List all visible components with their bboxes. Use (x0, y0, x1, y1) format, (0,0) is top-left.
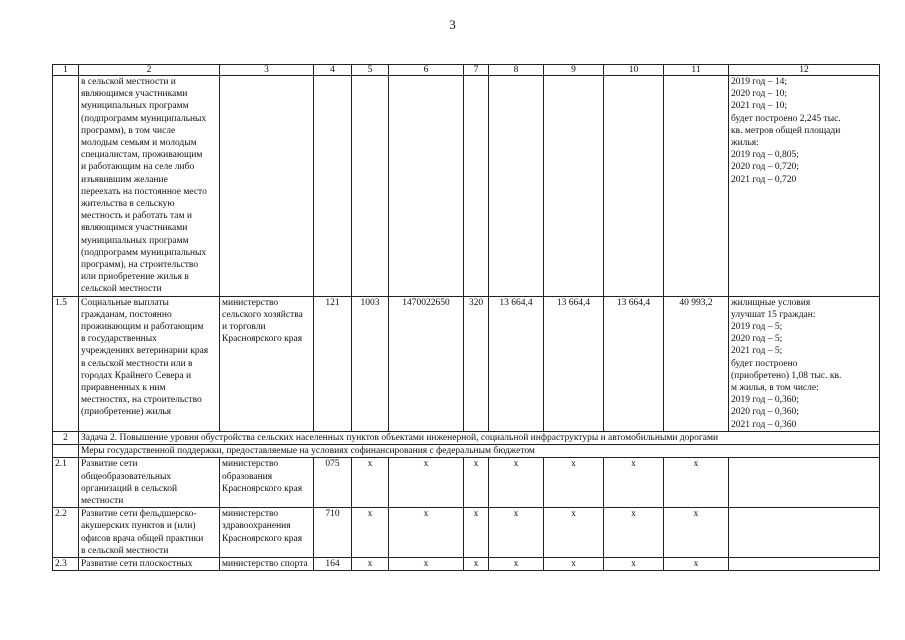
col-header: 3 (220, 65, 314, 76)
amount-2020: 13 664,4 (544, 296, 604, 431)
row-number: 1.5 (53, 296, 79, 431)
col-header: 9 (544, 65, 604, 76)
col-header: 10 (604, 65, 664, 76)
x-mark: х (544, 458, 604, 508)
x-mark: х (464, 458, 489, 508)
table-row-1-5 (53, 296, 880, 431)
grbs-code: 121 (314, 296, 352, 431)
x-mark: х (664, 557, 729, 570)
x-mark: х (389, 557, 464, 570)
responsible-cell: министерство сельского хозяйства и торговли Красноярского края (220, 296, 314, 431)
responsible-cell: министерство спорта (220, 557, 314, 570)
col-header: 8 (489, 65, 544, 76)
grbs-code: 710 (314, 508, 352, 558)
expense-type-code: 320 (464, 296, 489, 431)
table-row-2-1 (53, 458, 880, 508)
col-header: 11 (664, 65, 729, 76)
x-mark: х (544, 508, 604, 558)
support-measures-heading: Меры государственной поддержки, предоставляемые на условиях софинансирования с федеральным бюджетом (79, 445, 880, 458)
x-mark: х (489, 557, 544, 570)
x-mark: х (464, 508, 489, 558)
x-mark: х (664, 508, 729, 558)
x-mark: х (352, 458, 389, 508)
col-header: 6 (389, 65, 464, 76)
amount-2019: 13 664,4 (489, 296, 544, 431)
col-header: 4 (314, 65, 352, 76)
expected-result-cell: жилищные условия улучшат 15 граждан: 2019 год – 5; 2020 год – 5; 2021 год – 5; будет построено (приобретено) 1,08 тыс. кв. м жилья, в том числе: 2019 год – 0,360; 2020 год – 0,360; 2021 год – 0,360 (729, 296, 880, 431)
grbs-code: 164 (314, 557, 352, 570)
measure-name-cell: Развитие сети фельдшерско- акушерских пунктов и (или) офисов врача общей практики в сельской местности (79, 508, 220, 558)
x-mark: х (604, 508, 664, 558)
x-mark: х (664, 458, 729, 508)
program-measures-table (52, 64, 880, 571)
col-header: 7 (464, 65, 489, 76)
measure-name-cell: Развитие сети общеобразовательных организаций в сельской местности (79, 458, 220, 508)
support-measures-row (53, 445, 880, 458)
row-number: 2.2 (53, 508, 79, 558)
x-mark: х (489, 458, 544, 508)
amount-total: 40 993,2 (664, 296, 729, 431)
x-mark: х (604, 458, 664, 508)
x-mark: х (352, 508, 389, 558)
measure-name-cell: Развитие сети плоскостных (79, 557, 220, 570)
table-row-2-2 (53, 508, 880, 558)
table-row-continuation (53, 76, 880, 297)
task-2-heading: Задача 2. Повышение уровня обустройства сельских населенных пунктов объектами инженерной, социальной инфраструктуры и автомобильными дорогами (79, 431, 880, 444)
col-header: 12 (729, 65, 880, 76)
x-mark: х (544, 557, 604, 570)
column-numbers-row (53, 65, 880, 76)
page-number: 3 (449, 17, 456, 32)
col-header: 5 (352, 65, 389, 76)
col-header: 2 (79, 65, 220, 76)
grbs-code: 075 (314, 458, 352, 508)
x-mark: х (464, 557, 489, 570)
target-article-code: 1470022650 (389, 296, 464, 431)
x-mark: х (604, 557, 664, 570)
row-number: 2.3 (53, 557, 79, 570)
measure-name-cell: в сельской местности и являющимся участниками муниципальных программ (подпрограмм муниципальных программ), в том числе молодым семьям и молодым специалистам, проживающим и работающим на селе либо изъявившим желание переехать на постоянное место жительства в сельскую местность и работать там и являющимся участниками муниципальных программ (подпрограмм муниципальных программ), на строительство или приобретение жилья в сельской местности (79, 76, 220, 297)
x-mark: х (352, 557, 389, 570)
row-number: 2 (53, 431, 79, 444)
section-code: 1003 (352, 296, 389, 431)
responsible-cell: министерство образования Красноярского края (220, 458, 314, 508)
x-mark: х (389, 458, 464, 508)
amount-2021: 13 664,4 (604, 296, 664, 431)
measure-name-cell: Социальные выплаты гражданам, постоянно проживающим и работающим в государственных учреждениях ветеринарии края в сельской местности или в городах Крайнего Севера и приравненных к ним местностях, на строительство (приобретение) жилья (79, 296, 220, 431)
task-2-row (53, 431, 880, 444)
table-row-2-3 (53, 557, 880, 570)
col-header: 1 (53, 65, 79, 76)
responsible-cell: министерство здравоохранения Красноярского края (220, 508, 314, 558)
x-mark: х (389, 508, 464, 558)
expected-result-cell: 2019 год – 14; 2020 год – 10; 2021 год – 10; будет построено 2,245 тыс. кв. метров общей площади жилья: 2019 год – 0,805; 2020 год – 0,720; 2021 год – 0,720 (729, 76, 880, 297)
row-number: 2.1 (53, 458, 79, 508)
x-mark: х (489, 508, 544, 558)
